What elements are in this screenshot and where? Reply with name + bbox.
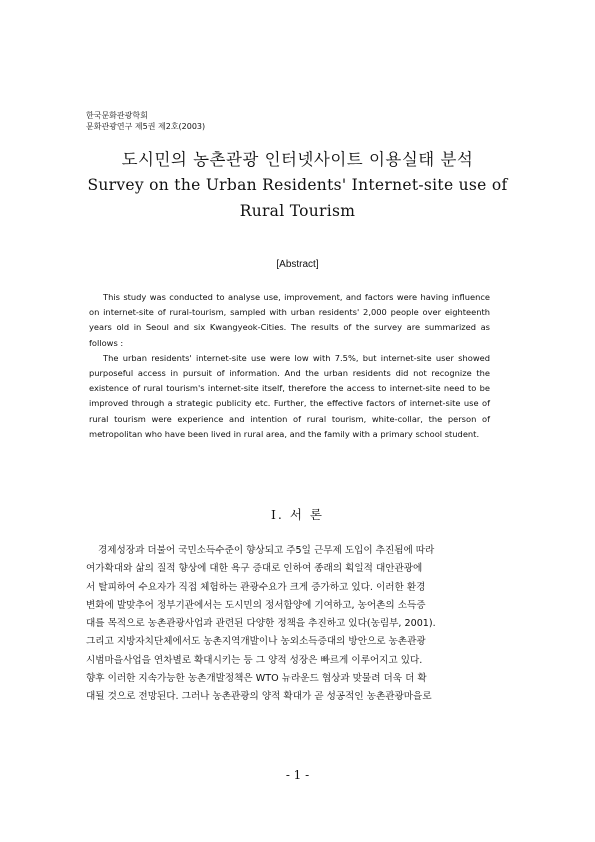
- abstract-paragraph: The urban residents' internet-site use were low with 7.5%, but internet-site user showed purposeful access in pursuit of information. And the urban residents did not recognize the existence of rural tourism's internet-site itself, therefore the access to internet-site need to be improved through a strategic publicity etc. Further, the effective factors of internet-site use of rural tourism were experience and intention of rural tourism, white-collar, the person of metropolitan who have been lived in rural area, and the family with a primary school student.: [89, 352, 490, 439]
- journal-volume: 문화관광연구 제5권 제2호(2003): [86, 122, 206, 131]
- abstract-label: [Abstract]: [276, 259, 319, 270]
- paper-title-english-line2: Rural Tourism: [239, 202, 356, 220]
- journal-society: 한국문화관광학회: [86, 111, 148, 120]
- journal-info: [86, 110, 205, 132]
- body-line: 향후 이러한 지속가능한 농촌개발정책은 WTO 뉴라운드 협상과 맞물려 더욱 더 확: [86, 673, 427, 685]
- section-heading-introduction: Ⅰ. 서 론: [270, 507, 324, 522]
- body-line: 그리고 지방자치단체에서도 농촌지역개발이나 농외소득증대의 방안으로 농촌관광: [86, 636, 426, 648]
- paper-title-korean: 도시민의 농촌관광 인터넷사이트 이용실태 분석: [121, 150, 474, 169]
- body-line: 경제성장과 더불어 국민소득수준이 향상되고 주5일 근무제 도입이 추진됨에 따라: [98, 545, 435, 556]
- abstract-body: [89, 290, 490, 442]
- paper-title-english: [0, 172, 595, 224]
- body-line: 대될 것으로 전망된다. 그러나 농촌관광의 양적 확대가 곧 성공적인 농촌관광마을로: [86, 691, 432, 703]
- body-line: 변화에 발맞추어 정부기관에서는 도시민의 정서함양에 기여하고, 농어촌의 소득증: [86, 599, 426, 611]
- body-line: 여가확대와 삶의 질적 향상에 대한 욕구 증대로 인하여 종래의 획일적 대안관광에: [86, 563, 423, 575]
- page-number: - 1 -: [285, 768, 310, 782]
- body-text: [86, 542, 508, 707]
- body-line: 대를 목적으로 농촌관광사업과 관련된 다양한 정책을 추진하고 있다(농림부, 2001).: [86, 618, 436, 630]
- body-line: 서 탈피하여 수요자가 직접 체험하는 관광수요가 크게 증가하고 있다. 이러한 환경: [86, 581, 426, 593]
- body-line: 시범마을사업을 연차별로 확대시키는 등 그 양적 성장은 빠르게 이루어지고 있다.: [86, 654, 423, 666]
- abstract-paragraph: This study was conducted to analyse use, improvement, and factors were having influence on internet-site of rural-tourism, sampled with urban residents' 2,000 people over eighteenth years old in Seoul and six Kwangyeok-Cities. The results of the survey are summarized as follows :: [89, 292, 490, 348]
- paper-title-english-line1: Survey on the Urban Residents' Internet-site use of: [87, 176, 508, 194]
